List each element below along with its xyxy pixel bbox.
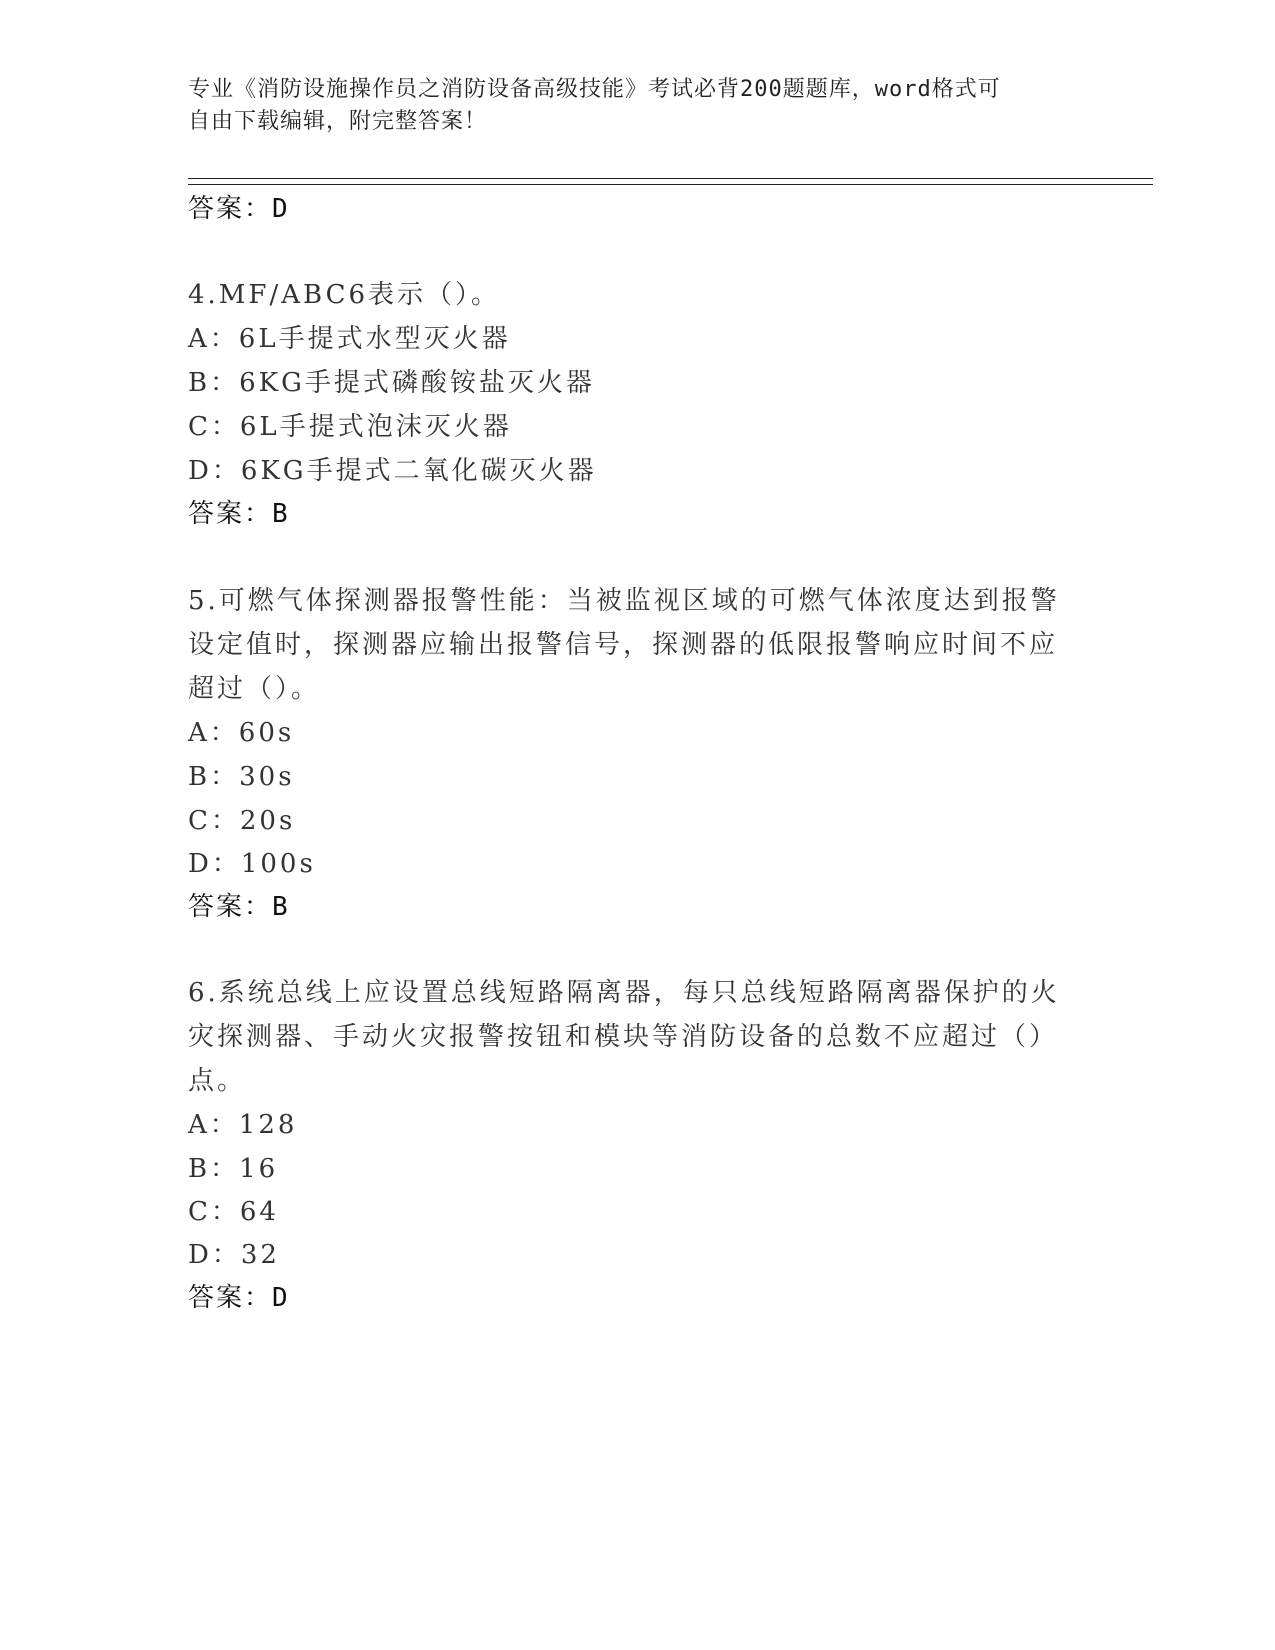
option-b: B：6KG手提式磷酸铵盐灭火器 bbox=[188, 368, 595, 398]
answer-prev: 答案：D bbox=[188, 194, 290, 224]
header-rule-bottom bbox=[188, 184, 1153, 185]
question-stem: 设定值时，探测器应输出报警信号，探测器的低限报警响应时间不应 bbox=[188, 630, 1059, 660]
answer: 答案：B bbox=[188, 499, 290, 529]
document-header bbox=[188, 74, 1068, 138]
question-stem: 4.MF/ABC6表示（）。 bbox=[188, 280, 501, 310]
question-stem: 超过（）。 bbox=[188, 674, 321, 704]
question-stem: 5.可燃气体探测器报警性能：当被监视区域的可燃气体浓度达到报警 bbox=[188, 586, 1060, 616]
option-a: A：128 bbox=[188, 1110, 298, 1140]
question-stem: 灾探测器、手动火灾报警按钮和模块等消防设备的总数不应超过（） bbox=[188, 1022, 1059, 1052]
header-line-2: 自由下载编辑，附完整答案！ bbox=[188, 109, 488, 134]
option-b: B：30s bbox=[188, 762, 295, 792]
question-stem: 点。 bbox=[188, 1066, 247, 1096]
option-a: A：6L手提式水型灭火器 bbox=[188, 324, 511, 354]
option-c: C：64 bbox=[188, 1197, 279, 1227]
header-line-1: 专业《消防设施操作员之消防设备高级技能》考试必背200题题库，word格式可 bbox=[188, 77, 1001, 102]
answer: 答案：B bbox=[188, 892, 290, 922]
question-stem: 6.系统总线上应设置总线短路隔离器，每只总线短路隔离器保护的火 bbox=[188, 978, 1060, 1008]
option-c: C：20s bbox=[188, 806, 296, 836]
option-c: C：6L手提式泡沫灭火器 bbox=[188, 412, 512, 442]
option-d: D：32 bbox=[188, 1240, 280, 1270]
option-d: D：100s bbox=[188, 849, 316, 879]
option-a: A：60s bbox=[188, 718, 295, 748]
option-b: B：16 bbox=[188, 1154, 279, 1184]
option-d: D：6KG手提式二氧化碳灭火器 bbox=[188, 456, 597, 486]
header-rule-top bbox=[188, 178, 1153, 179]
answer: 答案：D bbox=[188, 1283, 290, 1313]
